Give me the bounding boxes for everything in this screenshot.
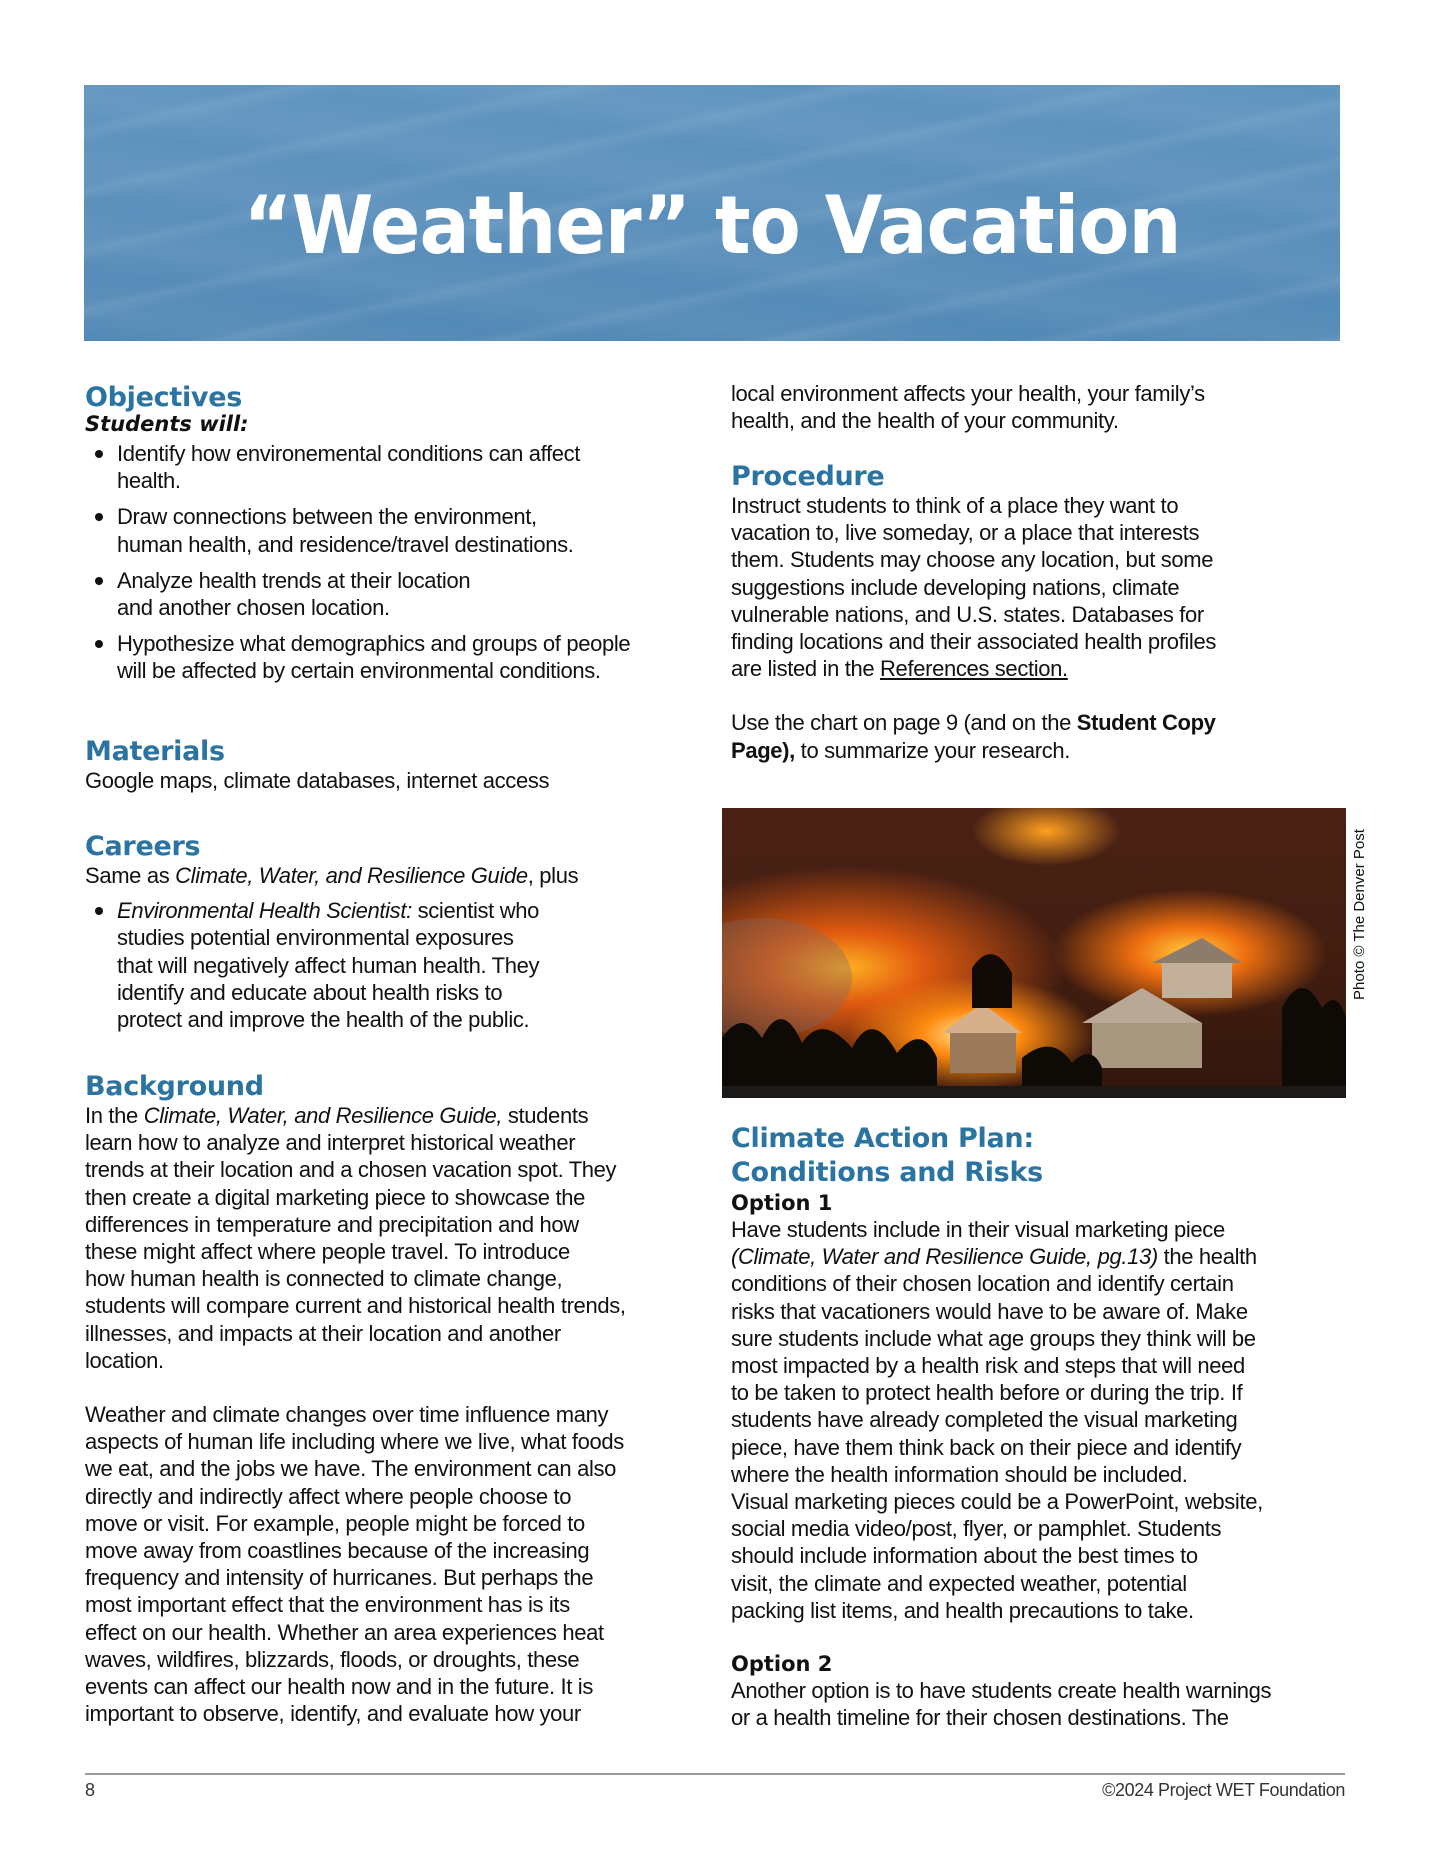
bullet-icon [95, 577, 103, 585]
career-item [85, 897, 725, 1033]
option-1-line: packing list items, and health precautions to take. [731, 1597, 1194, 1623]
procedure-last-line [731, 655, 1351, 682]
background-line: waves, wildfires, blizzards, floods, or droughts, these [85, 1646, 580, 1672]
careers-intro-prefix: Same as [85, 863, 176, 888]
background-line: most important effect that the environment has is its [85, 1592, 570, 1618]
career-first-line-rest: scientist who [411, 898, 540, 924]
background-line: these might affect where people travel. To introduce [85, 1239, 570, 1265]
career-title: Environmental Health Scientist: [117, 898, 412, 924]
objective-line: Draw connections between the environment, [117, 504, 537, 530]
bullet-icon [95, 640, 103, 648]
careers-intro [85, 862, 725, 889]
procedure-text [731, 492, 1351, 655]
procedure-line: finding locations and their associated health profiles [731, 629, 1216, 655]
page-number: 8 [85, 1780, 96, 1800]
objective-line: health. [117, 468, 181, 494]
objective-line: Hypothesize what demographics and groups of people [117, 631, 631, 657]
career-description [117, 924, 725, 1033]
option-1-first-line: Have students include in their visual marketing piece [731, 1217, 1225, 1242]
career-line: that will negatively affect human health. They [117, 952, 540, 978]
background-line: directly and indirectly affect where people choose to [85, 1483, 572, 1509]
objectives-list [85, 440, 725, 685]
careers-intro-suffix: , plus [527, 863, 579, 888]
background-line: move or visit. For example, people might be forced to [85, 1510, 585, 1536]
procedure-heading: Procedure [731, 461, 885, 492]
objective-item [85, 440, 725, 494]
chart-line-1 [731, 709, 1351, 736]
background-line: health, and the health of your community. [731, 408, 1119, 434]
climate-action-heading-line-1: Climate Action Plan: [731, 1123, 1034, 1154]
career-line: identify and educate about health risks to [117, 979, 503, 1005]
climate-action-section [731, 1122, 1351, 1731]
background-paragraph-2 [85, 1401, 725, 1727]
option-1-line: conditions of their chosen location and identify certain [731, 1271, 1234, 1297]
objective-line: Identify how environemental conditions can affect [117, 441, 581, 466]
chart-line-2 [731, 737, 1351, 764]
option-1-label: Option 1 [731, 1191, 833, 1215]
option-1-line: sure students include what age groups they think will be [731, 1325, 1256, 1351]
bullet-icon [95, 450, 103, 458]
climate-action-heading-line-2: Conditions and Risks [731, 1157, 1043, 1188]
procedure-section [731, 462, 1351, 764]
background-line: location. [85, 1347, 164, 1373]
wildfire-photo [722, 808, 1346, 1098]
background-paragraph-1 [85, 1129, 725, 1374]
background-line: move away from coastlines because of the increasing [85, 1538, 590, 1564]
background-line: effect on our health. Whether an area experiences heat [85, 1619, 604, 1645]
careers-section [85, 832, 725, 1033]
footer-divider [85, 1773, 1345, 1775]
background-section [85, 1072, 725, 1727]
option-1-text [731, 1270, 1351, 1624]
chart-prefix: Use the chart on page 9 (and on the [731, 710, 1077, 736]
objective-item [85, 567, 725, 621]
procedure-line: them. Students may choose any location, but some [731, 547, 1214, 573]
background-continued [731, 380, 1351, 434]
careers-guide-title: Climate, Water, and Resilience Guide [175, 863, 528, 888]
career-line: studies potential environmental exposures [117, 925, 514, 951]
photo-credit: Photo © The Denver Post [1351, 829, 1368, 1000]
title-banner [84, 85, 1340, 341]
careers-heading: Careers [85, 831, 201, 862]
materials-text: Google maps, climate databases, internet access [85, 768, 550, 793]
option-1-line: most impacted by a health risk and steps that will need [731, 1353, 1245, 1379]
procedure-line: vulnerable nations, and U.S. states. Databases for [731, 601, 1204, 627]
option-2-label: Option 2 [731, 1652, 833, 1677]
option-1-line: students have already completed the visual marketing [731, 1407, 1238, 1433]
background-continued-lines [731, 380, 1351, 434]
materials-section [85, 737, 725, 794]
materials-heading: Materials [85, 736, 225, 767]
background-line: we eat, and the jobs we have. The environment can also [85, 1456, 617, 1482]
objectives-heading: Objectives [85, 382, 242, 413]
footer-copyright: ©2024 Project WET Foundation [1102, 1780, 1345, 1800]
background-line: aspects of human life including where we live, what foods [85, 1429, 624, 1455]
career-line: protect and improve the health of the public. [117, 1007, 530, 1033]
chart-instruction [731, 709, 1351, 763]
background-line: important to observe, identify, and evaluate how your [85, 1701, 581, 1727]
background-heading: Background [85, 1071, 264, 1102]
procedure-last-prefix: are listed in the [731, 656, 881, 682]
option-1-line: to be taken to protect health before or during the trip. If [731, 1380, 1243, 1406]
objectives-section [85, 383, 725, 685]
option-1-line: where the health information should be included. [731, 1461, 1188, 1487]
option-2-line: or a health timeline for their chosen destinations. The [731, 1705, 1229, 1731]
background-first-line [85, 1102, 725, 1129]
option-1-second-line [731, 1243, 1351, 1270]
procedure-line: suggestions include developing nations, climate [731, 574, 1180, 600]
option-1-line: visit, the climate and expected weather, potential [731, 1570, 1187, 1596]
objective-line: human health, and residence/travel destinations. [117, 531, 574, 557]
background-line: students will compare current and historical health trends, [85, 1293, 626, 1319]
chart-suffix: to summarize your research. [794, 737, 1070, 763]
wildfire-image [722, 808, 1346, 1098]
option-1-line: risks that vacationers would have to be aware of. Make [731, 1298, 1248, 1324]
background-line: Weather and climate changes over time influence many [85, 1402, 609, 1428]
page-title: “Weather” to Vacation [243, 179, 1181, 272]
option-2-line: Another option is to have students create health warnings [731, 1678, 1272, 1704]
bg-guide-title: Climate, Water, and Resilience Guide, [143, 1103, 503, 1128]
background-line: trends at their location and a chosen vacation spot. They [85, 1157, 617, 1183]
objective-line: and another chosen location. [117, 595, 390, 621]
option-1-line: piece, have them think back on their piece and identify [731, 1434, 1242, 1460]
option-2-text [731, 1677, 1351, 1731]
career-first-line [117, 897, 725, 924]
option-1-line: social media video/post, flyer, or pamphlet. Students [731, 1516, 1222, 1542]
bg-suffix: students [502, 1103, 589, 1128]
procedure-line: vacation to, live someday, or a place that interests [731, 520, 1200, 546]
procedure-line: Instruct students to think of a place they want to [731, 493, 1179, 518]
background-line: frequency and intensity of hurricanes. But perhaps the [85, 1565, 594, 1591]
student-copy-label: Student Copy [1076, 710, 1216, 736]
bg-prefix: In the [85, 1103, 144, 1128]
objective-item [85, 503, 725, 557]
background-line: local environment affects your health, your family’s [731, 381, 1205, 406]
background-line: how human health is connected to climate change, [85, 1266, 563, 1292]
objective-line: Analyze health trends at their location [117, 567, 471, 593]
objectives-subheading: Students will: [85, 412, 249, 436]
background-line: illnesses, and impacts at their location and another [85, 1320, 561, 1346]
objective-line: will be affected by certain environmental conditions. [117, 658, 601, 684]
option-1-guide-ref: (Climate, Water and Resilience Guide, pg.13) [731, 1244, 1158, 1270]
bullet-icon [95, 907, 103, 915]
references-link[interactable]: References section. [880, 656, 1068, 682]
option-1-line: should include information about the best times to [731, 1543, 1198, 1569]
bullet-icon [95, 513, 103, 521]
background-line: differences in temperature and precipitation and how [85, 1211, 579, 1237]
objective-item [85, 630, 725, 684]
background-line: then create a digital marketing piece to showcase the [85, 1184, 585, 1210]
option-1-line: Visual marketing pieces could be a PowerPoint, website, [731, 1489, 1263, 1515]
background-line: learn how to analyze and interpret historical weather [85, 1130, 576, 1156]
background-line: events can affect our health now and in the future. It is [85, 1674, 593, 1700]
option-1-second-rest: the health [1157, 1244, 1257, 1270]
page-label: Page), [731, 737, 795, 763]
